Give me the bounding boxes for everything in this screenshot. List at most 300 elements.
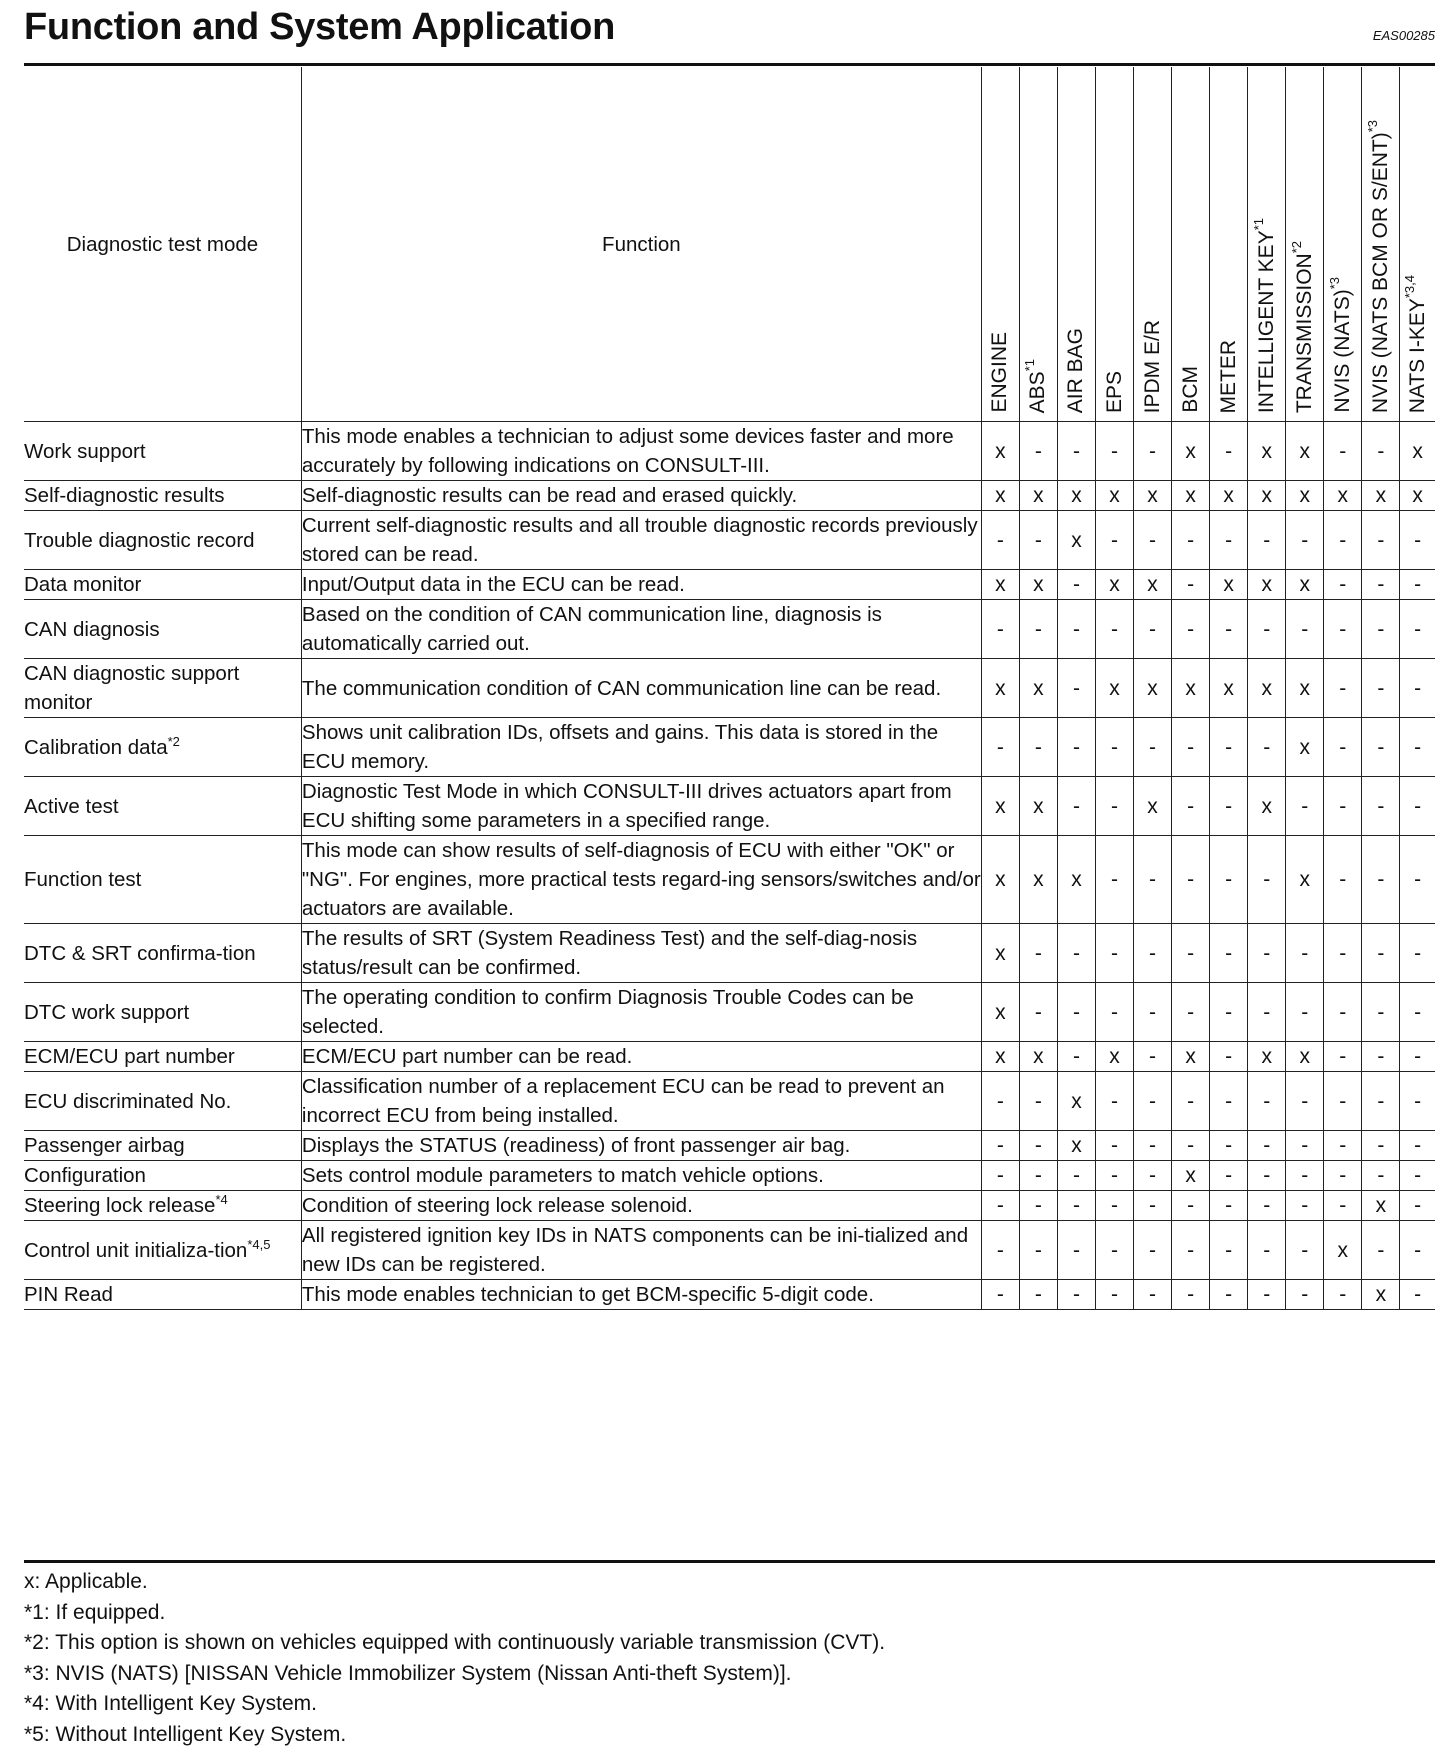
system-name: NATS I-KEY bbox=[1405, 297, 1429, 413]
system-label bbox=[1022, 358, 1050, 413]
function-application-table bbox=[24, 67, 1435, 1310]
applicability-cell: x bbox=[981, 1042, 1019, 1072]
applicability-cell: - bbox=[1248, 836, 1286, 924]
system-column-header bbox=[1324, 67, 1362, 422]
footnote: *1: If equipped. bbox=[24, 1600, 166, 1624]
applicability-cell: x bbox=[1400, 481, 1435, 511]
system-name: NVIS (NATS) bbox=[1330, 289, 1354, 413]
diagnostic-mode-cell bbox=[24, 659, 301, 718]
applicability-cell: - bbox=[1362, 777, 1400, 836]
applicability-cell: x bbox=[1019, 659, 1057, 718]
applicability-cell: - bbox=[1400, 659, 1435, 718]
diagnostic-mode-cell bbox=[24, 1221, 301, 1280]
applicability-cell: - bbox=[1286, 924, 1324, 983]
page-title: Function and System Application bbox=[24, 6, 616, 48]
applicability-cell: - bbox=[1400, 924, 1435, 983]
function-description: Self-diagnostic results can be read and erased quickly. bbox=[301, 481, 981, 511]
mode-footnote-ref: *4,5 bbox=[247, 1236, 271, 1252]
diagnostic-mode-name: Control unit initializa-tion bbox=[24, 1238, 248, 1262]
diagnostic-mode-name: Self-diagnostic results bbox=[24, 484, 225, 507]
table-row bbox=[24, 718, 1435, 777]
system-label bbox=[1141, 320, 1165, 413]
applicability-cell: - bbox=[1362, 511, 1400, 570]
applicability-cell: x bbox=[1172, 1042, 1210, 1072]
applicability-cell: - bbox=[1057, 983, 1095, 1042]
applicability-cell: - bbox=[1172, 924, 1210, 983]
applicability-cell: - bbox=[1400, 777, 1435, 836]
applicability-cell: - bbox=[1134, 1072, 1172, 1131]
applicability-cell: - bbox=[1057, 1191, 1095, 1221]
applicability-cell: - bbox=[1362, 983, 1400, 1042]
diagnostic-mode-name: Trouble diagnostic record bbox=[24, 528, 255, 552]
applicability-cell: x bbox=[1248, 422, 1286, 481]
applicability-cell: - bbox=[1210, 718, 1248, 777]
diagnostic-mode-cell bbox=[24, 570, 301, 600]
applicability-cell: - bbox=[1286, 1131, 1324, 1161]
applicability-cell: x bbox=[1324, 1221, 1362, 1280]
applicability-cell: - bbox=[1362, 600, 1400, 659]
table-row bbox=[24, 777, 1435, 836]
applicability-cell: - bbox=[1324, 1280, 1362, 1310]
applicability-cell: - bbox=[1134, 600, 1172, 659]
applicability-cell: - bbox=[1400, 1042, 1435, 1072]
applicability-cell: - bbox=[1362, 1072, 1400, 1131]
applicability-cell: - bbox=[1324, 1191, 1362, 1221]
applicability-cell: - bbox=[981, 1161, 1019, 1191]
system-name: AIR BAG bbox=[1064, 327, 1088, 413]
applicability-cell: - bbox=[1172, 777, 1210, 836]
diagnostic-mode-name: Passenger airbag bbox=[24, 1134, 185, 1157]
applicability-cell: x bbox=[1286, 1042, 1324, 1072]
applicability-cell: x bbox=[1286, 570, 1324, 600]
applicability-cell: - bbox=[1324, 659, 1362, 718]
diagnostic-mode-name: Active test bbox=[24, 794, 119, 818]
system-name: INTELLIGENT KEY bbox=[1254, 230, 1278, 413]
applicability-cell: - bbox=[1248, 924, 1286, 983]
table-body bbox=[24, 422, 1435, 1310]
applicability-cell: x bbox=[1286, 659, 1324, 718]
applicability-cell: - bbox=[1172, 1221, 1210, 1280]
applicability-cell: - bbox=[1172, 1131, 1210, 1161]
applicability-cell: - bbox=[1400, 1072, 1435, 1131]
function-description: All registered ignition key IDs in NATS components can be ini-tialized and new IDs can be registered. bbox=[301, 1221, 981, 1280]
applicability-cell: - bbox=[1057, 1221, 1095, 1280]
applicability-cell: - bbox=[1057, 1161, 1095, 1191]
applicability-cell: - bbox=[1057, 924, 1095, 983]
top-rule bbox=[24, 63, 1435, 66]
mode-column-header: Diagnostic test mode bbox=[24, 67, 301, 422]
applicability-cell: - bbox=[1286, 1280, 1324, 1310]
applicability-cell: x bbox=[1362, 1191, 1400, 1221]
diagnostic-mode-cell bbox=[24, 1072, 301, 1131]
applicability-cell: - bbox=[1286, 1072, 1324, 1131]
applicability-cell: - bbox=[1324, 511, 1362, 570]
system-column-header bbox=[1286, 67, 1324, 422]
system-name: TRANSMISSION bbox=[1292, 253, 1316, 413]
applicability-cell: x bbox=[1362, 1280, 1400, 1310]
applicability-cell: - bbox=[1210, 1072, 1248, 1131]
diagnostic-mode-cell bbox=[24, 836, 301, 924]
applicability-cell: - bbox=[1134, 836, 1172, 924]
applicability-cell: - bbox=[1172, 511, 1210, 570]
applicability-cell: - bbox=[1286, 1161, 1324, 1191]
applicability-cell: - bbox=[1057, 422, 1095, 481]
applicability-cell: - bbox=[1134, 1280, 1172, 1310]
diagnostic-mode-name: Data monitor bbox=[24, 573, 142, 596]
mode-footnote-ref: *2 bbox=[167, 733, 180, 749]
applicability-cell: - bbox=[1057, 718, 1095, 777]
diagnostic-mode-name: Calibration data bbox=[24, 735, 168, 759]
applicability-cell: - bbox=[1324, 422, 1362, 481]
applicability-cell: x bbox=[981, 422, 1019, 481]
diagnostic-mode-cell bbox=[24, 1161, 301, 1191]
system-label bbox=[1364, 119, 1393, 413]
applicability-cell: x bbox=[981, 570, 1019, 600]
system-label bbox=[1103, 371, 1127, 413]
applicability-cell: - bbox=[1362, 1221, 1400, 1280]
applicability-cell: - bbox=[1286, 1221, 1324, 1280]
system-footnote-ref: *3 bbox=[1364, 119, 1380, 133]
applicability-cell: - bbox=[1210, 511, 1248, 570]
applicability-cell: - bbox=[1400, 1161, 1435, 1191]
applicability-cell: - bbox=[1019, 1072, 1057, 1131]
applicability-cell: x bbox=[1057, 836, 1095, 924]
applicability-cell: - bbox=[1095, 836, 1133, 924]
diagnostic-mode-cell bbox=[24, 511, 301, 570]
applicability-cell: x bbox=[1134, 481, 1172, 511]
function-description: Input/Output data in the ECU can be read. bbox=[301, 570, 981, 600]
diagnostic-mode-name: CAN diagnosis bbox=[24, 617, 160, 641]
system-label bbox=[1064, 328, 1088, 413]
diagnostic-mode-cell bbox=[24, 1042, 301, 1072]
applicability-cell: - bbox=[1400, 570, 1435, 600]
function-description: The results of SRT (System Readiness Test) and the self-diag-nosis status/result can be confirmed. bbox=[301, 924, 981, 983]
table-header-row bbox=[24, 67, 1435, 422]
applicability-cell: - bbox=[1210, 600, 1248, 659]
diagnostic-mode-cell bbox=[24, 777, 301, 836]
applicability-cell: - bbox=[1248, 718, 1286, 777]
footnote: *3: NVIS (NATS) [NISSAN Vehicle Immobilizer System (Nissan Anti-theft System)]. bbox=[24, 1661, 792, 1685]
system-column-header bbox=[1210, 67, 1248, 422]
function-description: Sets control module parameters to match vehicle options. bbox=[301, 1161, 981, 1191]
applicability-cell: x bbox=[1057, 511, 1095, 570]
applicability-cell: - bbox=[1210, 1221, 1248, 1280]
function-description: Current self-diagnostic results and all trouble diagnostic records previously stored can be read. bbox=[301, 511, 981, 570]
applicability-cell: - bbox=[1248, 600, 1286, 659]
applicability-cell: - bbox=[1019, 600, 1057, 659]
system-name: EPS bbox=[1102, 370, 1126, 413]
applicability-cell: - bbox=[1095, 1161, 1133, 1191]
applicability-cell: - bbox=[1248, 983, 1286, 1042]
applicability-cell: - bbox=[1057, 1280, 1095, 1310]
applicability-cell: x bbox=[981, 481, 1019, 511]
applicability-cell: - bbox=[1095, 983, 1133, 1042]
system-footnote-ref: *3 bbox=[1326, 277, 1342, 290]
applicability-cell: x bbox=[1248, 659, 1286, 718]
table-row bbox=[24, 570, 1435, 600]
table-row bbox=[24, 1191, 1435, 1221]
applicability-cell: - bbox=[1172, 1280, 1210, 1310]
function-description: Displays the STATUS (readiness) of front passenger air bag. bbox=[301, 1131, 981, 1161]
diagnostic-mode-name: ECU discriminated No. bbox=[24, 1089, 232, 1113]
applicability-cell: - bbox=[1134, 1161, 1172, 1191]
applicability-cell: - bbox=[1362, 1042, 1400, 1072]
applicability-cell: - bbox=[1134, 1131, 1172, 1161]
table-row bbox=[24, 1161, 1435, 1191]
diagnostic-mode-name: PIN Read bbox=[24, 1283, 113, 1306]
function-description: ECM/ECU part number can be read. bbox=[301, 1042, 981, 1072]
diagnostic-mode-name: CAN diagnostic support monitor bbox=[24, 662, 240, 714]
table-row bbox=[24, 511, 1435, 570]
applicability-cell: - bbox=[1248, 1072, 1286, 1131]
applicability-cell: - bbox=[981, 511, 1019, 570]
system-name: ENGINE bbox=[988, 332, 1012, 413]
footnote: *5: Without Intelligent Key System. bbox=[24, 1722, 347, 1746]
applicability-cell: - bbox=[1248, 1191, 1286, 1221]
applicability-cell: - bbox=[1019, 1280, 1057, 1310]
system-column-header bbox=[981, 67, 1019, 422]
applicability-cell: - bbox=[1400, 983, 1435, 1042]
applicability-cell: - bbox=[1057, 1042, 1095, 1072]
applicability-cell: x bbox=[1172, 1161, 1210, 1191]
applicability-cell: x bbox=[1134, 659, 1172, 718]
function-description: Diagnostic Test Mode in which CONSULT-III drives actuators apart from ECU shifting some parameters in a specified range. bbox=[301, 777, 981, 836]
document-code: EAS00285 bbox=[1372, 28, 1435, 43]
applicability-cell: - bbox=[1248, 1221, 1286, 1280]
system-column-header bbox=[1248, 67, 1286, 422]
function-description: Based on the condition of CAN communication line, diagnosis is automatically carried out. bbox=[301, 600, 981, 659]
applicability-cell: - bbox=[1248, 1131, 1286, 1161]
system-label bbox=[1217, 340, 1241, 414]
function-description: This mode can show results of self-diagnosis of ECU with either "OK" or "NG". For engines, more practical tests regard-ing sensors/switches and/or actuators are available. bbox=[301, 836, 981, 924]
applicability-cell: x bbox=[1134, 777, 1172, 836]
applicability-cell: x bbox=[1172, 659, 1210, 718]
system-column-header bbox=[1134, 67, 1172, 422]
applicability-cell: - bbox=[1210, 1042, 1248, 1072]
applicability-cell: - bbox=[1095, 1221, 1133, 1280]
applicability-cell: x bbox=[981, 983, 1019, 1042]
applicability-cell: - bbox=[1172, 836, 1210, 924]
function-description: Condition of steering lock release solenoid. bbox=[301, 1191, 981, 1221]
applicability-cell: - bbox=[1019, 511, 1057, 570]
diagnostic-mode-name: ECM/ECU part number bbox=[24, 1045, 235, 1068]
table-row bbox=[24, 1042, 1435, 1072]
applicability-cell: - bbox=[1210, 777, 1248, 836]
applicability-cell: x bbox=[1324, 481, 1362, 511]
applicability-cell: - bbox=[1400, 511, 1435, 570]
applicability-cell: - bbox=[1210, 924, 1248, 983]
applicability-cell: - bbox=[981, 1072, 1019, 1131]
applicability-cell: - bbox=[981, 600, 1019, 659]
applicability-cell: - bbox=[1019, 422, 1057, 481]
applicability-cell: - bbox=[1095, 422, 1133, 481]
system-column-header bbox=[1095, 67, 1133, 422]
applicability-cell: - bbox=[1210, 1280, 1248, 1310]
applicability-cell: - bbox=[981, 1131, 1019, 1161]
system-label bbox=[1401, 274, 1430, 413]
applicability-cell: x bbox=[981, 924, 1019, 983]
diagnostic-mode-cell bbox=[24, 718, 301, 777]
applicability-cell: - bbox=[1248, 511, 1286, 570]
applicability-cell: - bbox=[1324, 1042, 1362, 1072]
applicability-cell: - bbox=[1324, 924, 1362, 983]
diagnostic-mode-cell bbox=[24, 983, 301, 1042]
applicability-cell: x bbox=[1172, 422, 1210, 481]
applicability-cell: - bbox=[1095, 718, 1133, 777]
applicability-cell: - bbox=[1019, 1161, 1057, 1191]
applicability-cell: - bbox=[1324, 600, 1362, 659]
footnote: x: Applicable. bbox=[24, 1570, 148, 1593]
system-column-header bbox=[1057, 67, 1095, 422]
applicability-cell: - bbox=[1057, 600, 1095, 659]
applicability-cell: - bbox=[1210, 422, 1248, 481]
function-column-header: Function bbox=[301, 67, 981, 422]
applicability-cell: - bbox=[981, 718, 1019, 777]
table-row bbox=[24, 1072, 1435, 1131]
table-row bbox=[24, 659, 1435, 718]
function-description: The operating condition to confirm Diagnosis Trouble Codes can be selected. bbox=[301, 983, 981, 1042]
applicability-cell: x bbox=[1286, 481, 1324, 511]
applicability-cell: x bbox=[1286, 718, 1324, 777]
footnotes bbox=[24, 1567, 885, 1750]
applicability-cell: - bbox=[1210, 1161, 1248, 1191]
applicability-cell: x bbox=[1210, 481, 1248, 511]
diagnostic-mode-name: DTC work support bbox=[24, 1000, 190, 1024]
system-footnote-ref: *1 bbox=[1022, 358, 1038, 371]
function-description: This mode enables a technician to adjust some devices faster and more accurately by following indications on CONSULT-III. bbox=[301, 422, 981, 481]
applicability-cell: - bbox=[1134, 1042, 1172, 1072]
applicability-cell: - bbox=[1134, 718, 1172, 777]
applicability-cell: - bbox=[1019, 983, 1057, 1042]
applicability-cell: x bbox=[1134, 570, 1172, 600]
applicability-cell: x bbox=[1400, 422, 1435, 481]
applicability-cell: - bbox=[1095, 600, 1133, 659]
applicability-cell: - bbox=[1400, 1221, 1435, 1280]
system-column-header bbox=[1172, 67, 1210, 422]
applicability-cell: - bbox=[1134, 422, 1172, 481]
table-row bbox=[24, 481, 1435, 511]
applicability-cell: - bbox=[1172, 983, 1210, 1042]
applicability-cell: - bbox=[1286, 1191, 1324, 1221]
diagnostic-mode-cell bbox=[24, 1280, 301, 1310]
applicability-cell: - bbox=[1057, 659, 1095, 718]
system-name: METER bbox=[1216, 339, 1240, 413]
applicability-cell: - bbox=[1019, 718, 1057, 777]
applicability-cell: - bbox=[1400, 718, 1435, 777]
applicability-cell: x bbox=[1286, 836, 1324, 924]
diagnostic-mode-name: Configuration bbox=[24, 1164, 146, 1187]
applicability-cell: x bbox=[1172, 481, 1210, 511]
table-row bbox=[24, 924, 1435, 983]
diagnostic-mode-cell bbox=[24, 924, 301, 983]
applicability-cell: x bbox=[981, 777, 1019, 836]
system-label bbox=[1250, 217, 1279, 413]
function-description: This mode enables technician to get BCM-specific 5-digit code. bbox=[301, 1280, 981, 1310]
applicability-cell: x bbox=[1095, 481, 1133, 511]
function-description: Classification number of a replacement ECU can be read to prevent an incorrect ECU from being installed. bbox=[301, 1072, 981, 1131]
applicability-cell: - bbox=[1248, 1280, 1286, 1310]
diagnostic-mode-name: Work support bbox=[24, 439, 146, 463]
system-column-header bbox=[1019, 67, 1057, 422]
system-label bbox=[1326, 277, 1355, 413]
system-column-header bbox=[1400, 67, 1435, 422]
system-label bbox=[1288, 240, 1317, 413]
applicability-cell: x bbox=[1248, 1042, 1286, 1072]
applicability-cell: - bbox=[1362, 659, 1400, 718]
applicability-cell: - bbox=[1210, 1191, 1248, 1221]
diagnostic-mode-cell bbox=[24, 600, 301, 659]
applicability-cell: - bbox=[1286, 511, 1324, 570]
applicability-cell: - bbox=[1210, 1131, 1248, 1161]
applicability-cell: - bbox=[1019, 1221, 1057, 1280]
table-row bbox=[24, 1280, 1435, 1310]
system-footnote-ref: *3,4 bbox=[1401, 274, 1417, 298]
applicability-cell: - bbox=[1172, 600, 1210, 659]
diagnostic-mode-name: Steering lock release bbox=[24, 1194, 216, 1217]
applicability-cell: - bbox=[1172, 570, 1210, 600]
applicability-cell: - bbox=[1134, 924, 1172, 983]
diagnostic-mode-name: DTC & SRT confirma-tion bbox=[24, 941, 256, 965]
applicability-cell: x bbox=[1248, 777, 1286, 836]
system-name: NVIS (NATS BCM OR S/ENT) bbox=[1368, 132, 1392, 413]
applicability-cell: - bbox=[1286, 777, 1324, 836]
applicability-cell: - bbox=[1095, 1131, 1133, 1161]
table-row bbox=[24, 1131, 1435, 1161]
applicability-cell: x bbox=[1019, 777, 1057, 836]
table-row bbox=[24, 983, 1435, 1042]
applicability-cell: x bbox=[1057, 1072, 1095, 1131]
applicability-cell: - bbox=[1324, 718, 1362, 777]
bottom-rule bbox=[24, 1560, 1435, 1563]
applicability-cell: - bbox=[981, 1280, 1019, 1310]
applicability-cell: - bbox=[1362, 1161, 1400, 1191]
applicability-cell: - bbox=[1172, 1191, 1210, 1221]
system-footnote-ref: *2 bbox=[1288, 240, 1304, 254]
diagnostic-mode-cell bbox=[24, 422, 301, 481]
applicability-cell: x bbox=[1019, 481, 1057, 511]
footnote: *4: With Intelligent Key System. bbox=[24, 1692, 317, 1715]
applicability-cell: - bbox=[1324, 1072, 1362, 1131]
applicability-cell: - bbox=[1019, 1191, 1057, 1221]
applicability-cell: - bbox=[1362, 1131, 1400, 1161]
applicability-cell: x bbox=[1057, 481, 1095, 511]
diagnostic-mode-cell bbox=[24, 481, 301, 511]
applicability-cell: - bbox=[981, 1191, 1019, 1221]
applicability-cell: - bbox=[1172, 1072, 1210, 1131]
applicability-cell: - bbox=[1210, 836, 1248, 924]
applicability-cell: x bbox=[1248, 570, 1286, 600]
applicability-cell: - bbox=[1324, 1131, 1362, 1161]
applicability-cell: - bbox=[1400, 600, 1435, 659]
applicability-cell: x bbox=[1095, 659, 1133, 718]
applicability-cell: - bbox=[1095, 924, 1133, 983]
system-label bbox=[1179, 366, 1203, 413]
applicability-cell: - bbox=[1362, 924, 1400, 983]
applicability-cell: - bbox=[1324, 777, 1362, 836]
applicability-cell: - bbox=[1286, 600, 1324, 659]
system-name: IPDM E/R bbox=[1140, 319, 1164, 413]
applicability-cell: x bbox=[981, 659, 1019, 718]
table-row bbox=[24, 600, 1435, 659]
applicability-cell: - bbox=[1400, 1131, 1435, 1161]
applicability-cell: x bbox=[1095, 570, 1133, 600]
diagnostic-mode-name: Function test bbox=[24, 868, 142, 891]
applicability-cell: - bbox=[1095, 1280, 1133, 1310]
applicability-cell: - bbox=[1362, 718, 1400, 777]
system-footnote-ref: *1 bbox=[1250, 217, 1266, 231]
applicability-cell: - bbox=[1400, 1280, 1435, 1310]
function-description: The communication condition of CAN communication line can be read. bbox=[301, 659, 981, 718]
